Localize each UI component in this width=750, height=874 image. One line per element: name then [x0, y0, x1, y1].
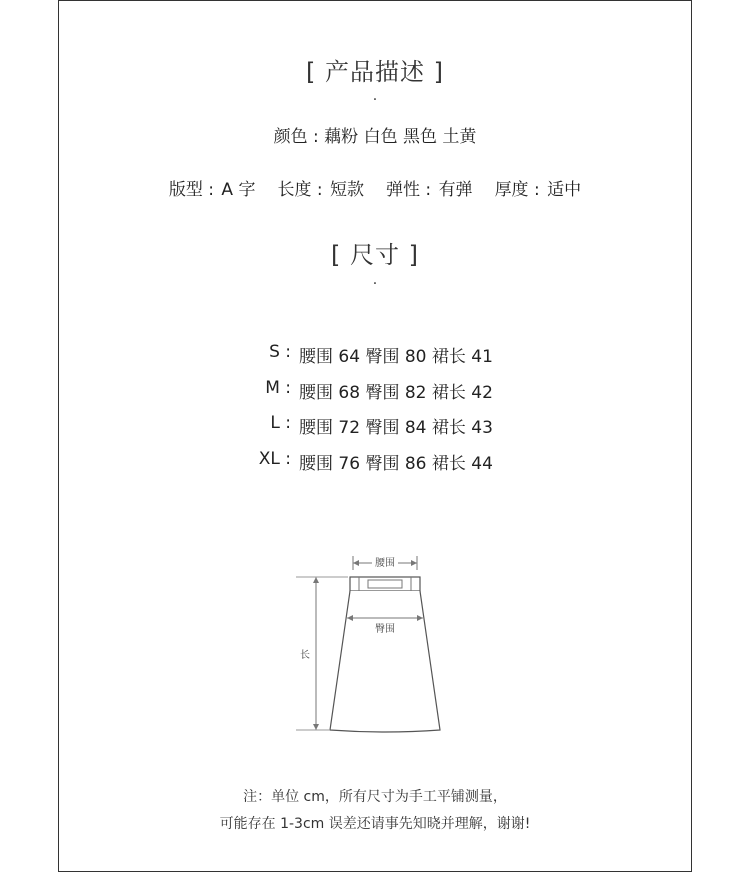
spec-length: 长度 : 短款 — [277, 180, 365, 200]
waist-label: 腰围 — [375, 558, 395, 569]
skirt-diagram — [290, 540, 460, 740]
spec-elasticity: 弹性 : 有弹 — [386, 180, 473, 200]
size-row-xl: XL : 腰围 76 臀围 86 裙长 44 — [258, 449, 493, 474]
note-line-1: 注：单位 cm，所有尺寸为手工平铺测量， — [243, 789, 507, 805]
spec-thickness: 厚度 : 适中 — [494, 180, 582, 200]
spec-fit: 版型 : A 字 — [168, 180, 256, 200]
skirt-outline — [330, 577, 440, 732]
size-dot: · — [372, 276, 378, 292]
size-row-m: M : 腰围 68 臀围 82 裙长 42 — [265, 378, 493, 403]
spec-line — [0, 175, 750, 200]
description-dot: · — [372, 92, 378, 108]
size-row-s: S : 腰围 64 臀围 80 裙长 41 — [269, 342, 493, 367]
size-row-l: L : 腰围 72 臀围 84 裙长 43 — [270, 413, 493, 438]
color-options: 颜色 : 藕粉 白色 黑色 土黄 — [273, 127, 477, 147]
hip-label: 臀围 — [375, 624, 395, 635]
length-label: 长 — [300, 650, 310, 661]
note-line-2: 可能存在 1-3cm 误差还请事先知晓并理解，谢谢! — [219, 816, 531, 832]
description-title: [ 产品描述 ] — [306, 58, 444, 86]
size-title: [ 尺寸 ] — [331, 241, 419, 269]
waist-measure — [353, 555, 417, 570]
